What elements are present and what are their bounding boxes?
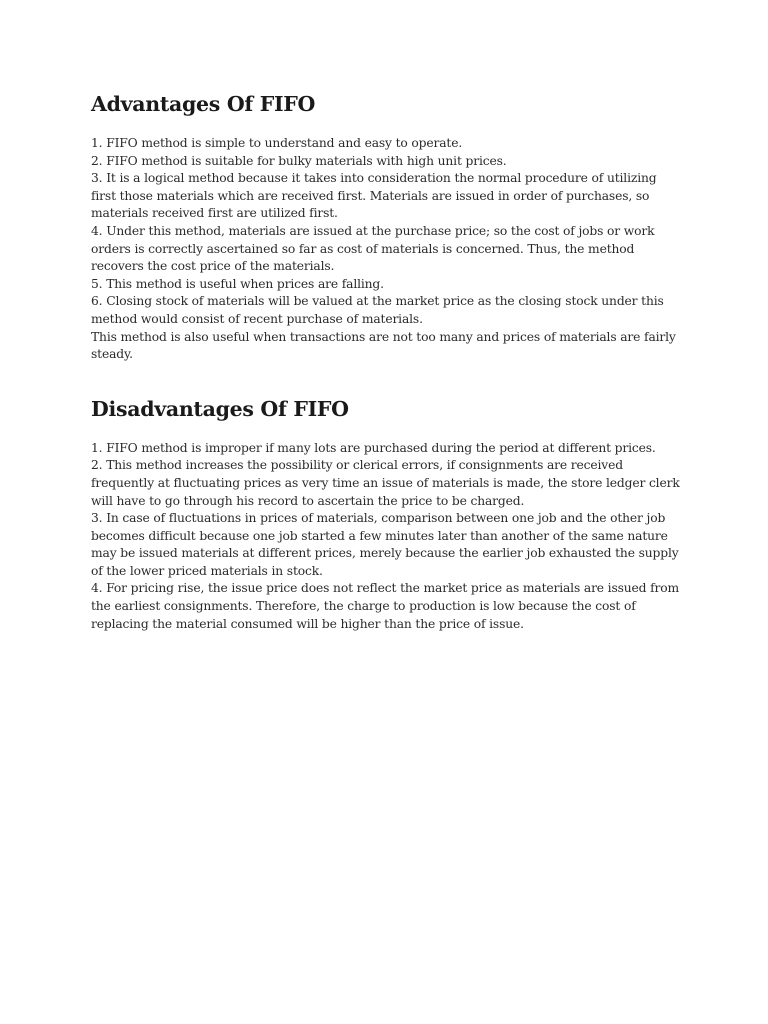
disadvantages-heading: Disadvantages Of FIFO <box>91 396 349 421</box>
advantage-item-1: 1. FIFO method is simple to understand and easy to operate. <box>91 136 463 150</box>
advantage-item-3: 3. It is a logical method because it takes into consideration the normal procedure of utilizing first those materials which are received first. Materials are issued in order of purchases, so materials received first are utilized first. <box>91 171 657 221</box>
advantage-item-5: 5. This method is useful when prices are falling. <box>91 276 384 291</box>
advantage-item-4: 4. Under this method, materials are issued at the purchase price; so the cost of jobs or work orders is correctly ascertained so far as cost of materials is concerned. Thus, the method recovers the cost price of the materials. <box>91 223 655 274</box>
advantage-item-2: 2. FIFO method is suitable for bulky materials with high unit prices. <box>91 153 507 168</box>
advantages-heading: Advantages Of FIFO <box>91 92 316 116</box>
section-spacer <box>91 364 681 395</box>
advantage-note: This method is also useful when transactions are not too many and prices of materials are fairly steady. <box>91 329 676 362</box>
disadvantage-item-4: 4. For pricing rise, the issue price does not reflect the market price as materials are issued from the earliest consignments. Therefore, the charge to production is low because the cost of replacing the material consumed will be higher than the price of issue. <box>91 581 680 631</box>
disadvantage-item-2: 2. This method increases the possibility or clerical errors, if consignments are received frequently at fluctuating prices as very time an issue of materials is made, the store ledger clerk will have to go through his record to ascertain the price to be charged. <box>91 458 680 508</box>
disadvantages-list <box>91 440 681 634</box>
document-content <box>91 90 681 633</box>
disadvantage-item-3: 3. In case of fluctuations in prices of materials, comparison between one job and the other job becomes difficult because one job started a few minutes later than another of the same nature may be issued materials at different prices, merely because the earlier job exhausted the supply of the lower priced materials in stock. <box>91 511 679 578</box>
disadvantage-item-1: 1. FIFO method is improper if many lots are purchased during the period at different prices. <box>91 440 656 455</box>
advantage-item-6: 6. Closing stock of materials will be valued at the market price as the closing stock under this method would consist of recent purchase of materials. <box>91 294 664 326</box>
advantages-list <box>91 135 681 364</box>
